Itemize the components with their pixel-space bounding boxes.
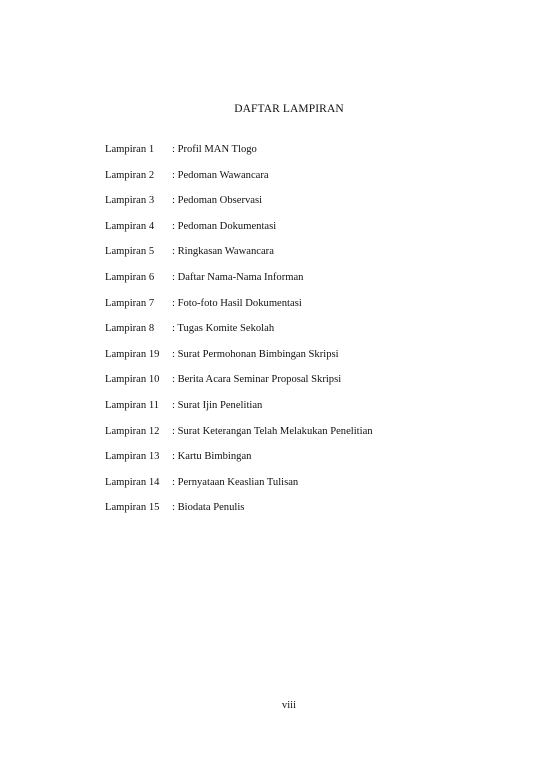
list-item: [105, 323, 373, 349]
appendix-description: : Foto-foto Hasil Dokumentasi: [172, 297, 302, 309]
appendix-label: Lampiran 11: [105, 399, 160, 411]
appendix-label: Lampiran 15: [105, 502, 160, 514]
appendix-description: : Pernyataan Keaslian Tulisan: [172, 476, 299, 488]
list-item: [105, 144, 373, 170]
appendix-label: Lampiran 3: [105, 195, 155, 207]
appendix-label: Lampiran 2: [105, 169, 155, 181]
appendix-description: : Pedoman Dokumentasi: [172, 220, 277, 232]
list-item: [105, 502, 373, 528]
appendix-description: : Surat Permohonan Bimbingan Skripsi: [172, 348, 339, 360]
appendix-description: : Surat Ijin Penelitian: [172, 399, 263, 411]
appendix-label: Lampiran 13: [105, 451, 160, 463]
appendix-label: Lampiran 19: [105, 348, 160, 360]
appendix-label: Lampiran 12: [105, 425, 160, 437]
appendix-description: : Surat Keterangan Telah Melakukan Penelitian: [172, 425, 373, 437]
appendix-label: Lampiran 5: [105, 246, 155, 258]
appendix-description: : Tugas Komite Sekolah: [172, 323, 275, 335]
list-item: [105, 426, 373, 452]
appendix-description: : Kartu Bimbingan: [172, 451, 252, 463]
appendix-description: : Ringkasan Wawancara: [172, 246, 274, 258]
appendix-label: Lampiran 14: [105, 476, 160, 488]
appendix-description: : Biodata Penulis: [172, 502, 245, 514]
list-item: [105, 272, 373, 298]
list-item: [105, 221, 373, 247]
list-item: [105, 170, 373, 196]
appendix-description: : Pedoman Observasi: [172, 195, 263, 207]
appendix-label: Lampiran 10: [105, 374, 160, 386]
appendix-description: : Profil MAN Tlogo: [172, 144, 257, 155]
appendix-label: Lampiran 7: [105, 297, 155, 309]
page-title: DAFTAR LAMPIRAN: [234, 103, 344, 115]
appendix-label: Lampiran 6: [105, 271, 155, 283]
page-number: viii: [281, 700, 297, 711]
list-item: [105, 195, 373, 221]
appendix-label: Lampiran 4: [105, 220, 155, 232]
list-item: [105, 374, 373, 400]
list-item: [105, 298, 373, 324]
appendix-list: [105, 144, 373, 528]
list-item: [105, 400, 373, 426]
appendix-label: Lampiran 1: [105, 144, 155, 155]
appendix-label: Lampiran 8: [105, 323, 155, 335]
appendix-description: : Pedoman Wawancara: [172, 169, 269, 181]
list-item: [105, 451, 373, 477]
list-item: [105, 349, 373, 375]
appendix-description: : Berita Acara Seminar Proposal Skripsi: [172, 374, 342, 386]
list-item: [105, 477, 373, 503]
list-item: [105, 246, 373, 272]
appendix-description: : Daftar Nama-Nama Informan: [172, 271, 304, 283]
